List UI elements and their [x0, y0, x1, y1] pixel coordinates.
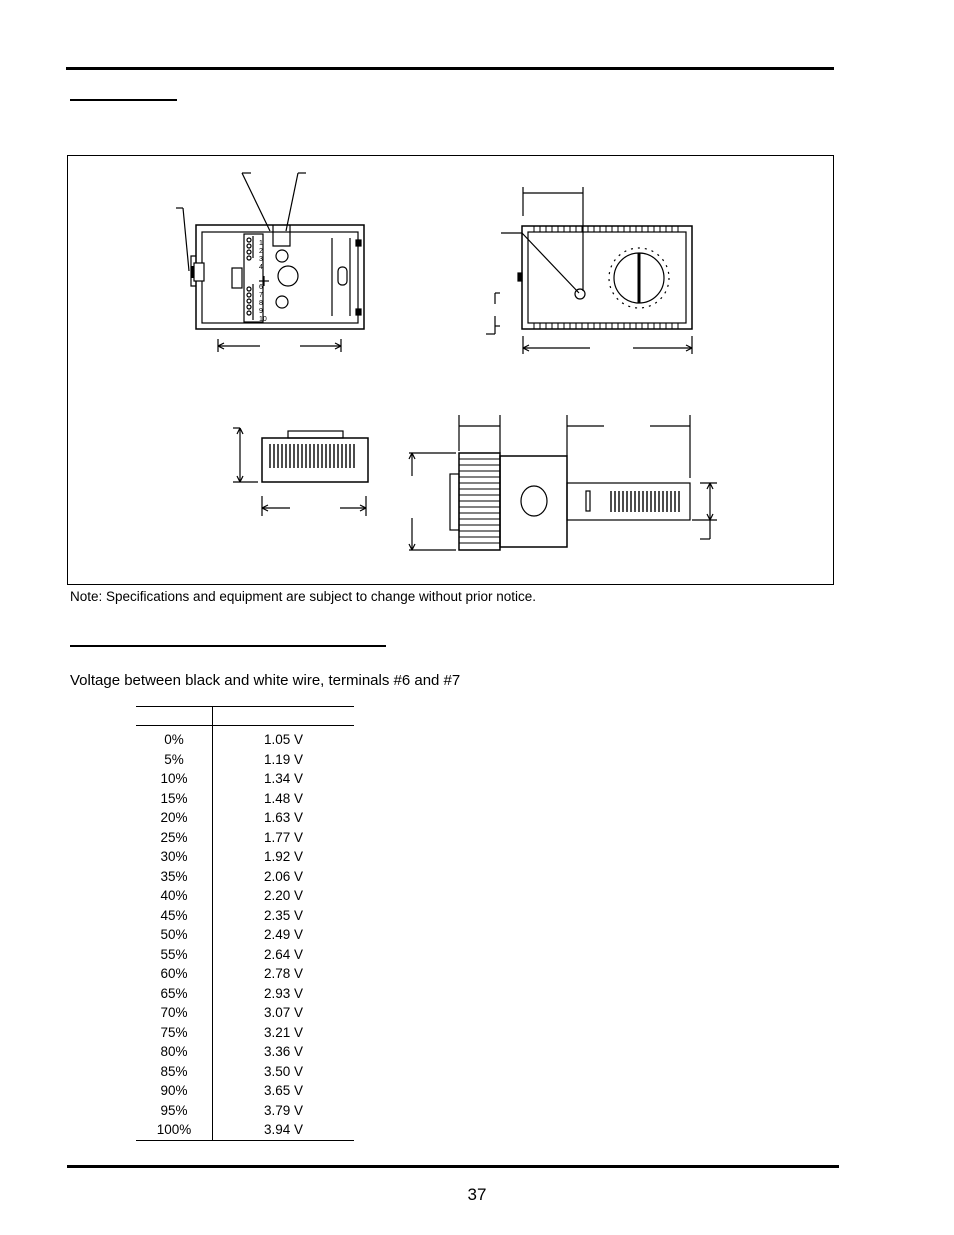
base-plate-drawing: [176, 173, 364, 352]
table-row: [136, 730, 354, 750]
cover-side-drawing: [233, 428, 368, 516]
voltage-cell: 2.35 V: [263, 907, 304, 923]
table-row: [136, 1062, 354, 1082]
terminal-label: 3: [259, 256, 263, 263]
bottom-rule: [67, 1165, 839, 1168]
top-rule: [66, 67, 834, 70]
dimension-drawings-figure: [67, 155, 834, 585]
rh-cell: 50%: [136, 925, 213, 945]
voltage-description: Voltage between black and white wire, terminals #6 and #7: [70, 672, 461, 689]
table-row: [136, 1042, 354, 1062]
duct-sensor-drawing: [409, 415, 717, 550]
voltage-cell: 2.64 V: [263, 946, 304, 962]
table-row: [136, 769, 354, 789]
rh-cell: 35%: [136, 867, 213, 887]
cover-front-drawing: [486, 187, 692, 354]
terminal-label: 1: [259, 240, 263, 247]
voltage-cell: 1.63 V: [263, 810, 304, 825]
voltage-cell: 2.06 V: [263, 868, 304, 884]
rh-cell: 45%: [136, 906, 213, 926]
voltage-cell: 1.48 V: [263, 790, 304, 806]
voltage-cell: 3.21 V: [263, 1024, 304, 1040]
table-row: [136, 945, 354, 965]
rh-cell: 85%: [136, 1062, 213, 1082]
terminal-label: 6: [259, 284, 263, 291]
table-row: [136, 1023, 354, 1043]
table-header-cell: [136, 707, 213, 726]
table-row: [136, 906, 354, 926]
voltage-cell: 2.78 V: [263, 966, 304, 981]
rh-cell: 65%: [136, 984, 213, 1004]
page-number: 37: [467, 1185, 487, 1204]
rh-cell: 20%: [136, 808, 213, 828]
table-row: [136, 1081, 354, 1101]
table-row: [136, 1101, 354, 1121]
voltage-cell: 3.07 V: [263, 1005, 304, 1020]
rh-cell: 5%: [136, 750, 213, 770]
table-row: [136, 847, 354, 867]
terminal-label: 2: [259, 248, 263, 255]
rh-cell: 55%: [136, 945, 213, 965]
table-row: [136, 828, 354, 848]
table-header-row: [136, 707, 354, 726]
rh-cell: 25%: [136, 828, 213, 848]
table-row: [136, 925, 354, 945]
voltage-cell: 3.94 V: [213, 1120, 355, 1140]
rh-cell: 30%: [136, 847, 213, 867]
voltage-cell: 1.34 V: [263, 771, 304, 786]
table-row: [136, 808, 354, 828]
rh-cell: 95%: [136, 1101, 213, 1121]
table-row: [136, 750, 354, 770]
voltage-cell: 2.20 V: [263, 888, 304, 903]
voltage-cell: 1.05 V: [263, 732, 304, 747]
voltage-cell: 3.50 V: [263, 1063, 304, 1079]
section-underline: [70, 645, 386, 647]
rh-cell: 60%: [136, 964, 213, 984]
table-row: [136, 1120, 354, 1140]
terminal-label: 7: [259, 292, 263, 299]
table-row: [136, 984, 354, 1004]
rh-cell: 15%: [136, 789, 213, 809]
rh-cell: 0%: [136, 730, 213, 750]
voltage-cell: 3.79 V: [263, 1102, 304, 1118]
section-heading-underline: [70, 99, 177, 101]
table-row: [136, 886, 354, 906]
specification-note: Note: Specifications and equipment are subject to change without prior notice.: [70, 589, 537, 604]
rh-cell: 70%: [136, 1003, 213, 1023]
terminal-label: 4: [259, 264, 263, 271]
rh-cell: 75%: [136, 1023, 213, 1043]
terminal-label: 9: [259, 308, 263, 315]
voltage-cell: 3.65 V: [263, 1083, 304, 1098]
rh-cell: 90%: [136, 1081, 213, 1101]
terminal-label: 10: [259, 316, 267, 323]
table-row: [136, 867, 354, 887]
voltage-cell: 1.77 V: [263, 829, 304, 845]
voltage-cell: 2.93 V: [263, 985, 304, 1001]
rh-cell: 10%: [136, 769, 213, 789]
voltage-cell: 1.92 V: [263, 849, 304, 864]
humidity-voltage-table: [136, 706, 354, 1141]
voltage-cell: 2.49 V: [263, 927, 304, 942]
table-row: [136, 964, 354, 984]
rh-cell: 100%: [136, 1120, 213, 1140]
terminal-label: 8: [259, 300, 263, 307]
rh-cell: 40%: [136, 886, 213, 906]
rh-cell: 80%: [136, 1042, 213, 1062]
voltage-cell: 3.36 V: [263, 1044, 304, 1059]
table-header-cell: [213, 707, 355, 726]
voltage-cell: 1.19 V: [263, 751, 304, 767]
table-row: [136, 1003, 354, 1023]
table-row: [136, 789, 354, 809]
